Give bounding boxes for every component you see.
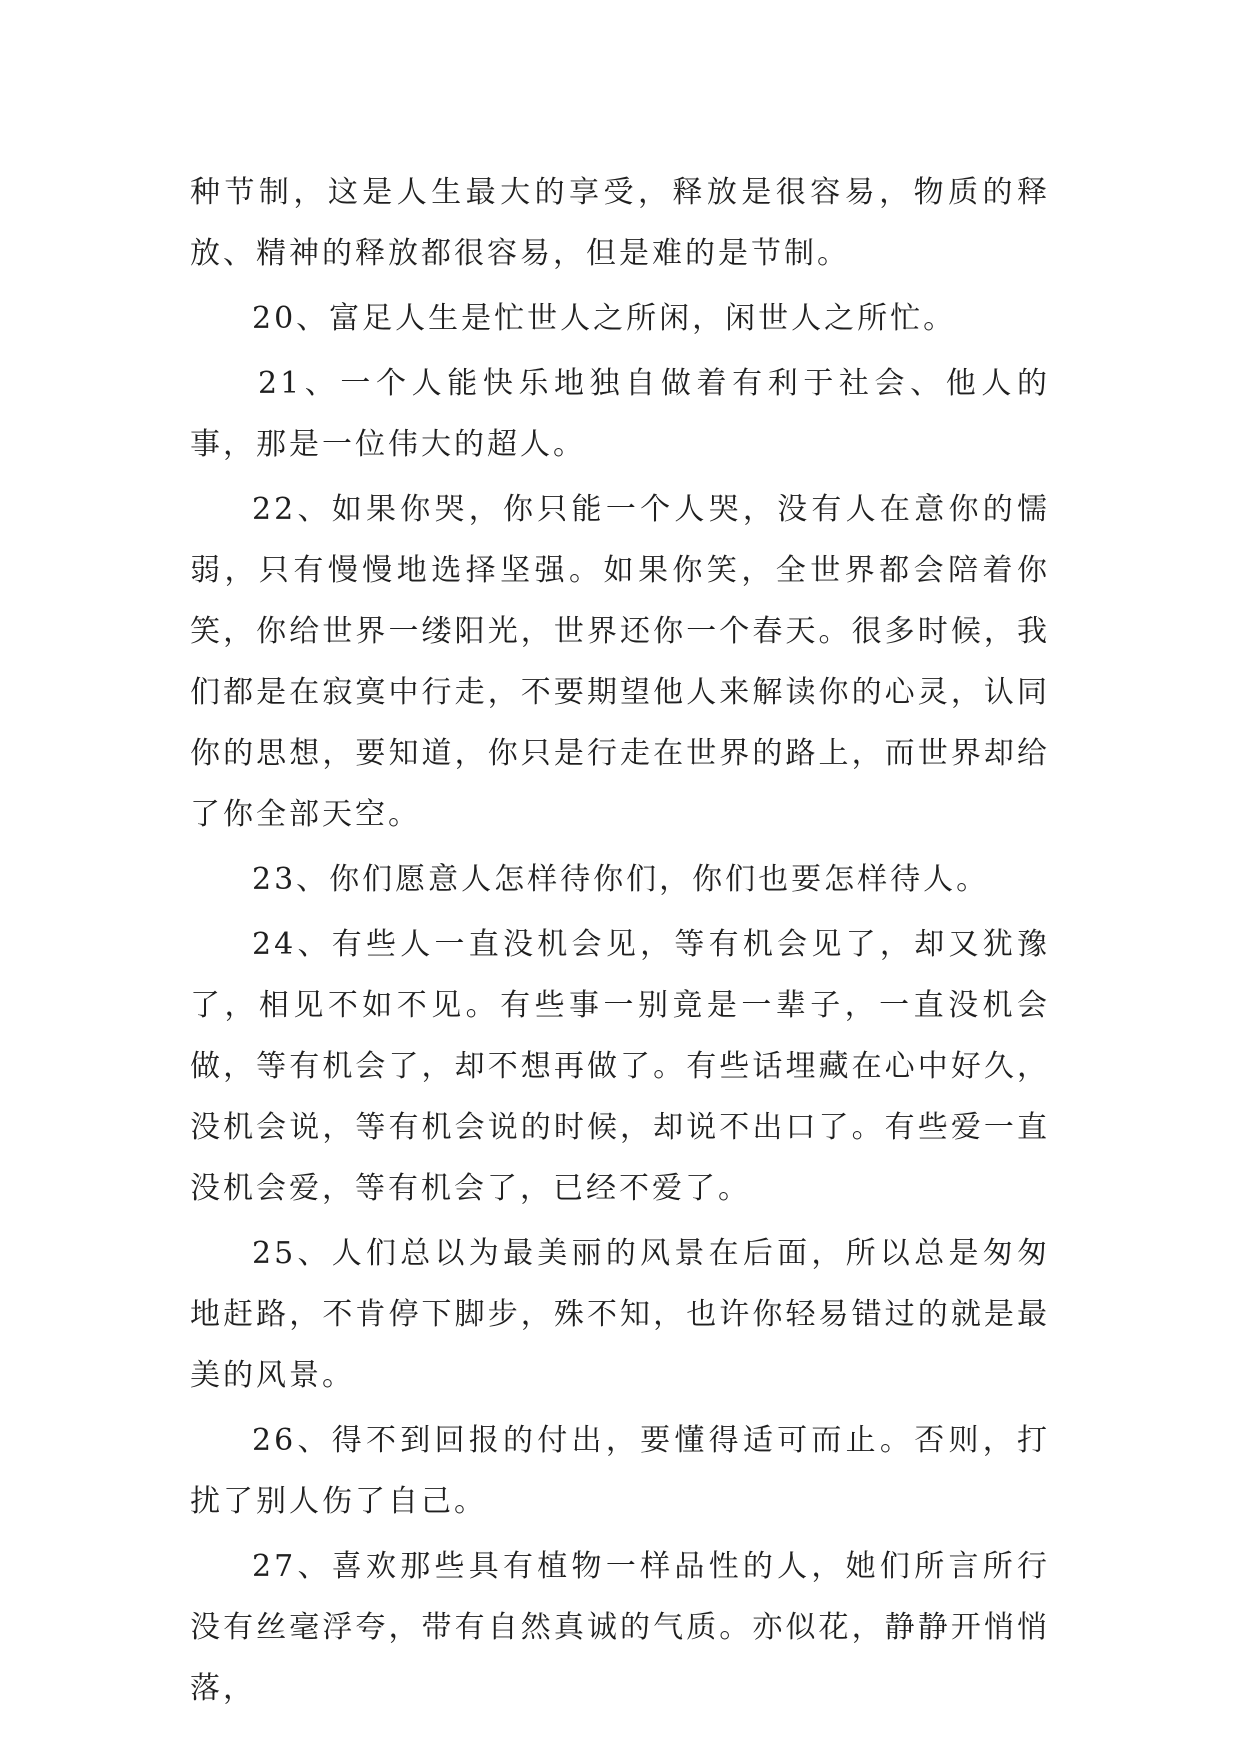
paragraph-25: 25、人们总以为最美丽的风景在后面，所以总是匆匆地赶路，不肯停下脚步，殊不知，也许你轻易错过的就是最美的风景。 (190, 1236, 1050, 1393)
paragraph-21: 21、一个人能快乐地独自做着有利于社会、他人的事，那是一位伟大的超人。 (190, 366, 1050, 462)
paragraph-20: 20、富足人生是忙世人之所闲，闲世人之所忙。 (252, 301, 957, 336)
paragraph-22: 22、如果你哭，你只能一个人哭，没有人在意你的懦弱，只有慢慢地选择坚强。如果你笑，全世界都会陪着你笑，你给世界一缕阳光，世界还你一个春天。很多时候，我们都是在寂寞中行走，不要期望他人来解读你的心灵，认同你的思想，要知道，你只是行走在世界的路上，而世界却给了你全部天空。 (190, 492, 1050, 832)
paragraph-23: 23、你们愿意人怎样待你们，你们也要怎样待人。 (252, 862, 990, 897)
document-body (190, 162, 1050, 1719)
paragraph-continuation: 种节制，这是人生最大的享受，释放是很容易，物质的释放、精神的释放都很容易，但是难的是节制。 (190, 175, 1050, 271)
paragraph-27: 27、喜欢那些具有植物一样品性的人，她们所言所行没有丝毫浮夸，带有自然真诚的气质。亦似花，静静开悄悄落， (190, 1549, 1050, 1706)
paragraph-26: 26、得不到回报的付出，要懂得适可而止。否则，打扰了别人伤了自己。 (190, 1423, 1050, 1519)
paragraph-24: 24、有些人一直没机会见，等有机会见了，却又犹豫了，相见不如不见。有些事一别竟是一辈子，一直没机会做，等有机会了，却不想再做了。有些话埋藏在心中好久，没机会说，等有机会说的时候，却说不出口了。有些爱一直没机会爱，等有机会了，已经不爱了。 (190, 927, 1050, 1206)
